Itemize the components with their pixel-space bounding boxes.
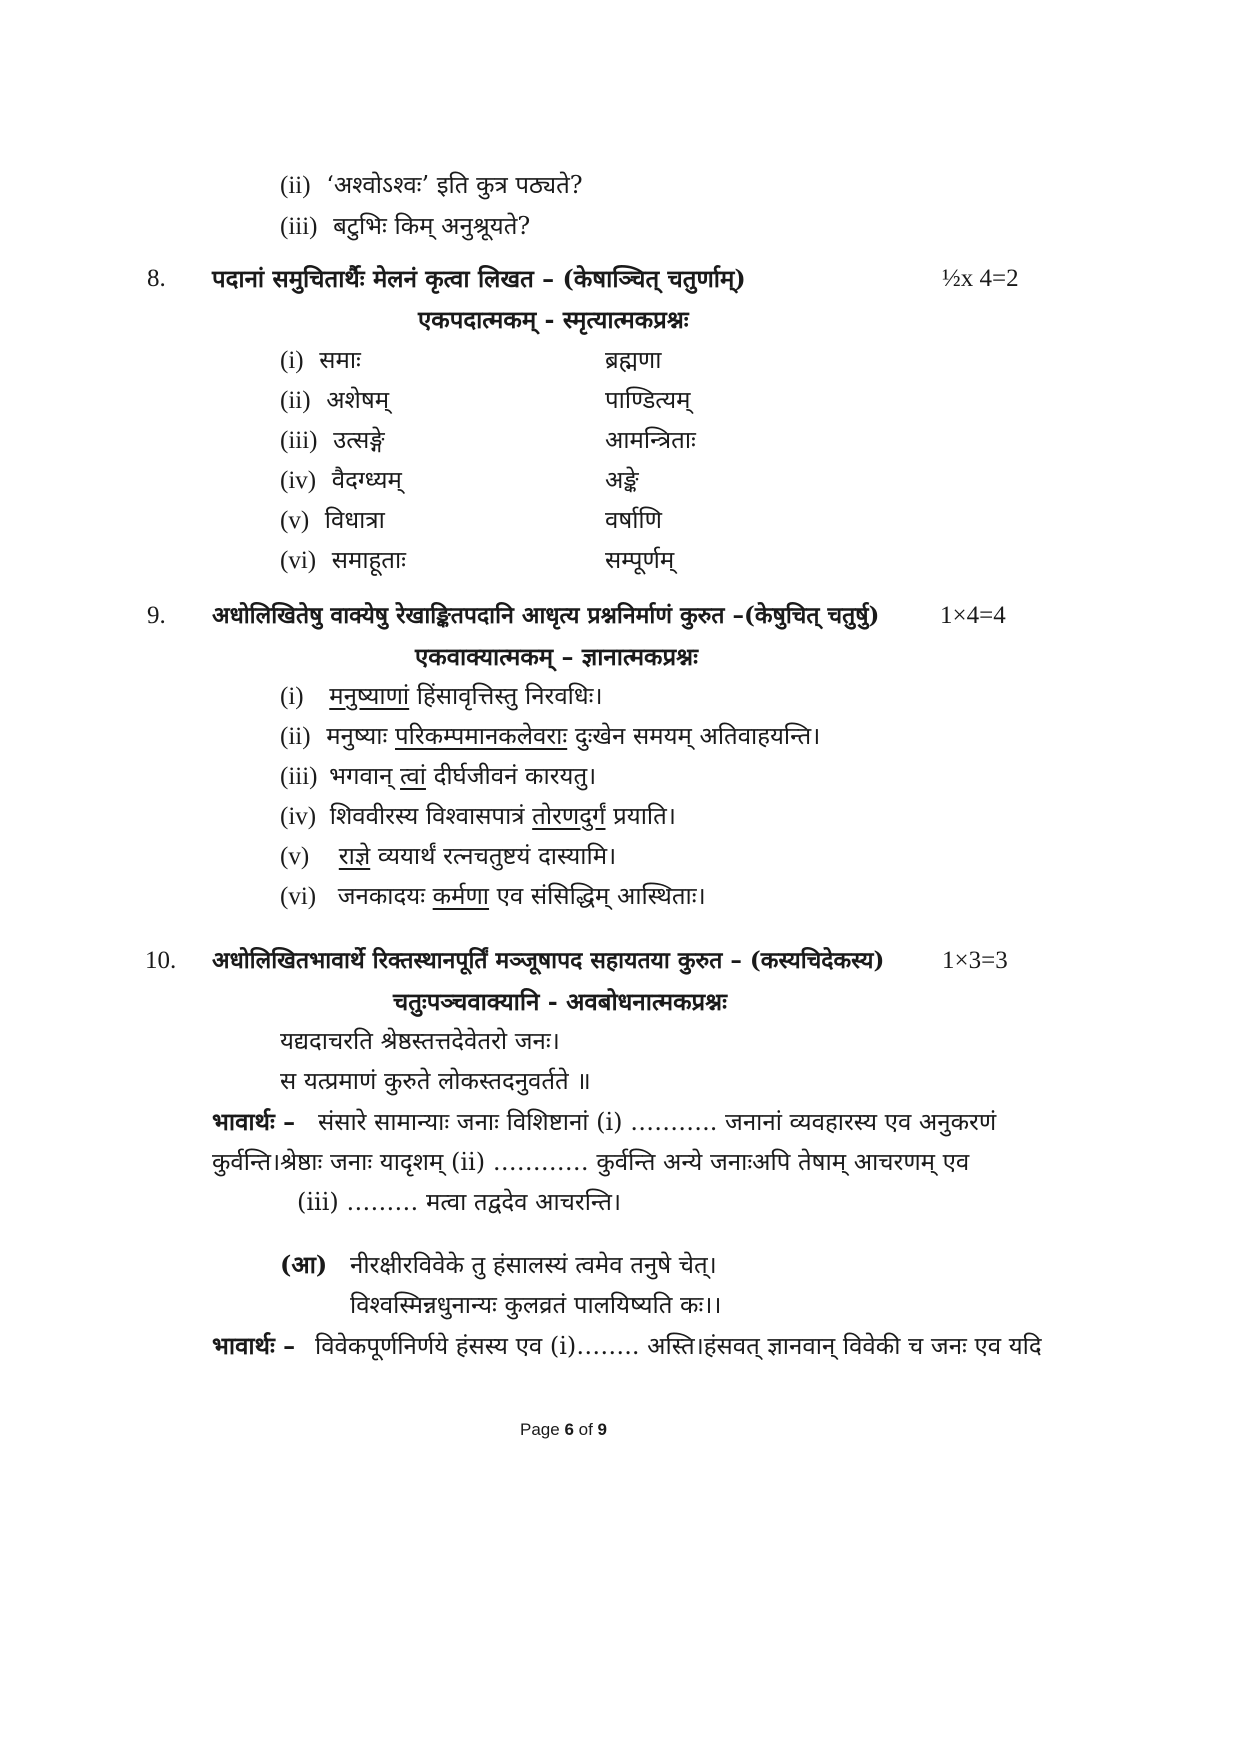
row-number: (i) [280, 347, 304, 374]
q9-item [280, 721, 820, 752]
q9-item [280, 681, 603, 712]
row-right-word: सम्पूर्णम् [605, 546, 675, 574]
q8-row [280, 345, 361, 376]
q9-item [280, 841, 616, 872]
row-number: (iv) [280, 467, 317, 494]
q9-instruction: अधोलिखितेषु वाक्येषु रेखाङ्कितपदानि आधृत्य प्रश्ननिर्माणं कुरुत –(केषुचित् चतुर्षु) [212, 602, 880, 629]
verse-line: विश्वस्मिन्नधुनान्यः कुलव्रतं पालयिष्यति कः।। [350, 1291, 722, 1319]
item-text-post: हिंसावृत्तिस्तु निरवधिः। [409, 682, 603, 710]
q8-row [280, 385, 389, 416]
row-number: (ii) [280, 387, 311, 414]
row-left-word: अशेषम् [326, 386, 390, 414]
item-text-post: दुःखेन समयम् अतिवाहयन्ति। [567, 722, 821, 750]
row-right-word: वर्षाणि [605, 506, 662, 534]
underlined-word: तोरणदुर्गं [532, 802, 606, 830]
q8-row [280, 465, 402, 496]
item-text-post: दीर्घजीवनं कारयतु। [425, 762, 597, 790]
item-number: (iii) [280, 763, 318, 790]
row-left-word: समाः [319, 346, 361, 374]
item-number: (iv) [280, 803, 317, 830]
underlined-word: त्वां [400, 762, 426, 790]
item-text-pre: जनकादयः [337, 882, 433, 910]
q8-row [280, 545, 406, 576]
item-number: (ii) [280, 723, 311, 750]
page-total: 9 [597, 1420, 607, 1439]
item-text-post: एव संसिद्धिम् आस्थिताः। [489, 882, 706, 910]
item-number: (iii) [280, 213, 318, 240]
bhavartha-label: भावार्थः – [212, 1107, 296, 1136]
bhavartha-line: संसारे सामान्याः जनाः विशिष्टानां (i) ……….. जनानां व्यवहारस्य एव अनुकरणं [318, 1108, 997, 1136]
q8-subtitle: एकपदात्मकम् - स्मृत्यात्मकप्रश्नः [418, 305, 689, 334]
q9-item [280, 761, 596, 792]
verse-line: स यत्प्रमाणं कुरुते लोकस्तदनुवर्तते ॥ [280, 1067, 591, 1095]
item-text: बटुभिः किम् अनुश्रूयते? [333, 212, 531, 240]
row-right-word: ब्रह्मणा [605, 346, 662, 374]
underlined-word: परिकम्पमानकलेवराः [395, 722, 568, 750]
page-indicator [520, 1420, 607, 1440]
q9-subtitle: एकवाक्यात्मकम् – ज्ञानात्मकप्रश्नः [415, 642, 698, 671]
bhavartha-line: कुर्वन्ति।श्रेष्ठाः जनाः यादृशम् (ii) ………… कुर्वन्ति अन्ये जनाःअपि तेषाम् आचरणम् एव [212, 1148, 970, 1176]
item-number: (v) [280, 843, 310, 870]
item-text-pre: भगवान् [329, 762, 401, 790]
q9-marks: 1×4=4 [940, 602, 1006, 629]
q10-number: 10. [145, 947, 177, 974]
row-left-word: समाहूताः [331, 546, 407, 574]
item-number: (i) [280, 683, 304, 710]
part-label: (आ) [280, 1250, 328, 1279]
item-number: (vi) [280, 883, 317, 910]
page-prefix: Page [520, 1420, 565, 1439]
bhavartha-line: (iii) ……… मत्वा तद्वदेव आचरन्ति। [297, 1188, 622, 1216]
underlined-word: राज्ञे [338, 842, 371, 870]
underlined-word: कर्मणा [432, 882, 490, 910]
row-number: (vi) [280, 547, 317, 574]
row-right-word: आमन्त्रिताः [605, 426, 696, 454]
item-number: (ii) [280, 172, 311, 199]
underlined-word: मनुष्याणां [329, 682, 410, 710]
item-text-post: प्रयाति। [605, 802, 676, 830]
row-left-word: विधात्रा [324, 506, 385, 534]
page-current: 6 [564, 1420, 574, 1439]
q8-marks: ½x 4=2 [942, 265, 1019, 292]
top-item-ii [280, 170, 583, 201]
q10-instruction: अधोलिखितभावार्थे रिक्तस्थानपूर्तिं मञ्जूषापद सहायतया कुरुत – (कस्यचिदेकस्य) [212, 947, 885, 974]
item-text-pre: मनुष्याः [326, 722, 395, 750]
q9-item [280, 881, 706, 912]
row-left-word: वैदग्ध्यम् [331, 466, 402, 494]
row-number: (v) [280, 507, 310, 534]
q8-row [280, 505, 385, 536]
q9-item [280, 801, 676, 832]
item-text-post: व्ययार्थं रत्नचतुष्टयं दास्यामि। [370, 842, 617, 870]
item-text-pre: शिववीरस्य विश्वासपात्रं [329, 802, 533, 830]
q8-row [280, 425, 385, 456]
q9-number: 9. [147, 602, 166, 629]
q8-number: 8. [147, 265, 166, 292]
q10-subtitle: चतुःपञ्चवाक्यानि - अवबोधनात्मकप्रश्नः [393, 987, 727, 1016]
q8-instruction: पदानां समुचितार्थैः मेलनं कृत्वा लिखत – (केषाञ्चित् चतुर्णाम्) [212, 264, 746, 293]
row-right-word: पाण्डित्यम् [605, 386, 691, 414]
verse-line: नीरक्षीरविवेके तु हंसालस्यं त्वमेव तनुषे चेत्। [350, 1251, 717, 1279]
row-left-word: उत्सङ्गे [333, 426, 385, 454]
row-right-word: अङ्के [605, 466, 639, 494]
item-text: ‘अश्वोऽश्वः’ इति कुत्र पठ्यते? [326, 171, 583, 199]
bhavartha-label: भावार्थः – [212, 1331, 296, 1360]
bhavartha-line: विवेकपूर्णनिर्णये हंसस्य एव (i)…….. अस्ति।हंसवत् ज्ञानवान् विवेकी च जनः एव यदि [315, 1332, 1042, 1360]
top-item-iii [280, 211, 530, 242]
q10-marks: 1×3=3 [942, 947, 1008, 974]
verse-line: यद्यदाचरति श्रेष्ठस्तत्तदेवेतरो जनः। [280, 1027, 560, 1055]
row-number: (iii) [280, 427, 318, 454]
page-middle: of [573, 1420, 598, 1439]
